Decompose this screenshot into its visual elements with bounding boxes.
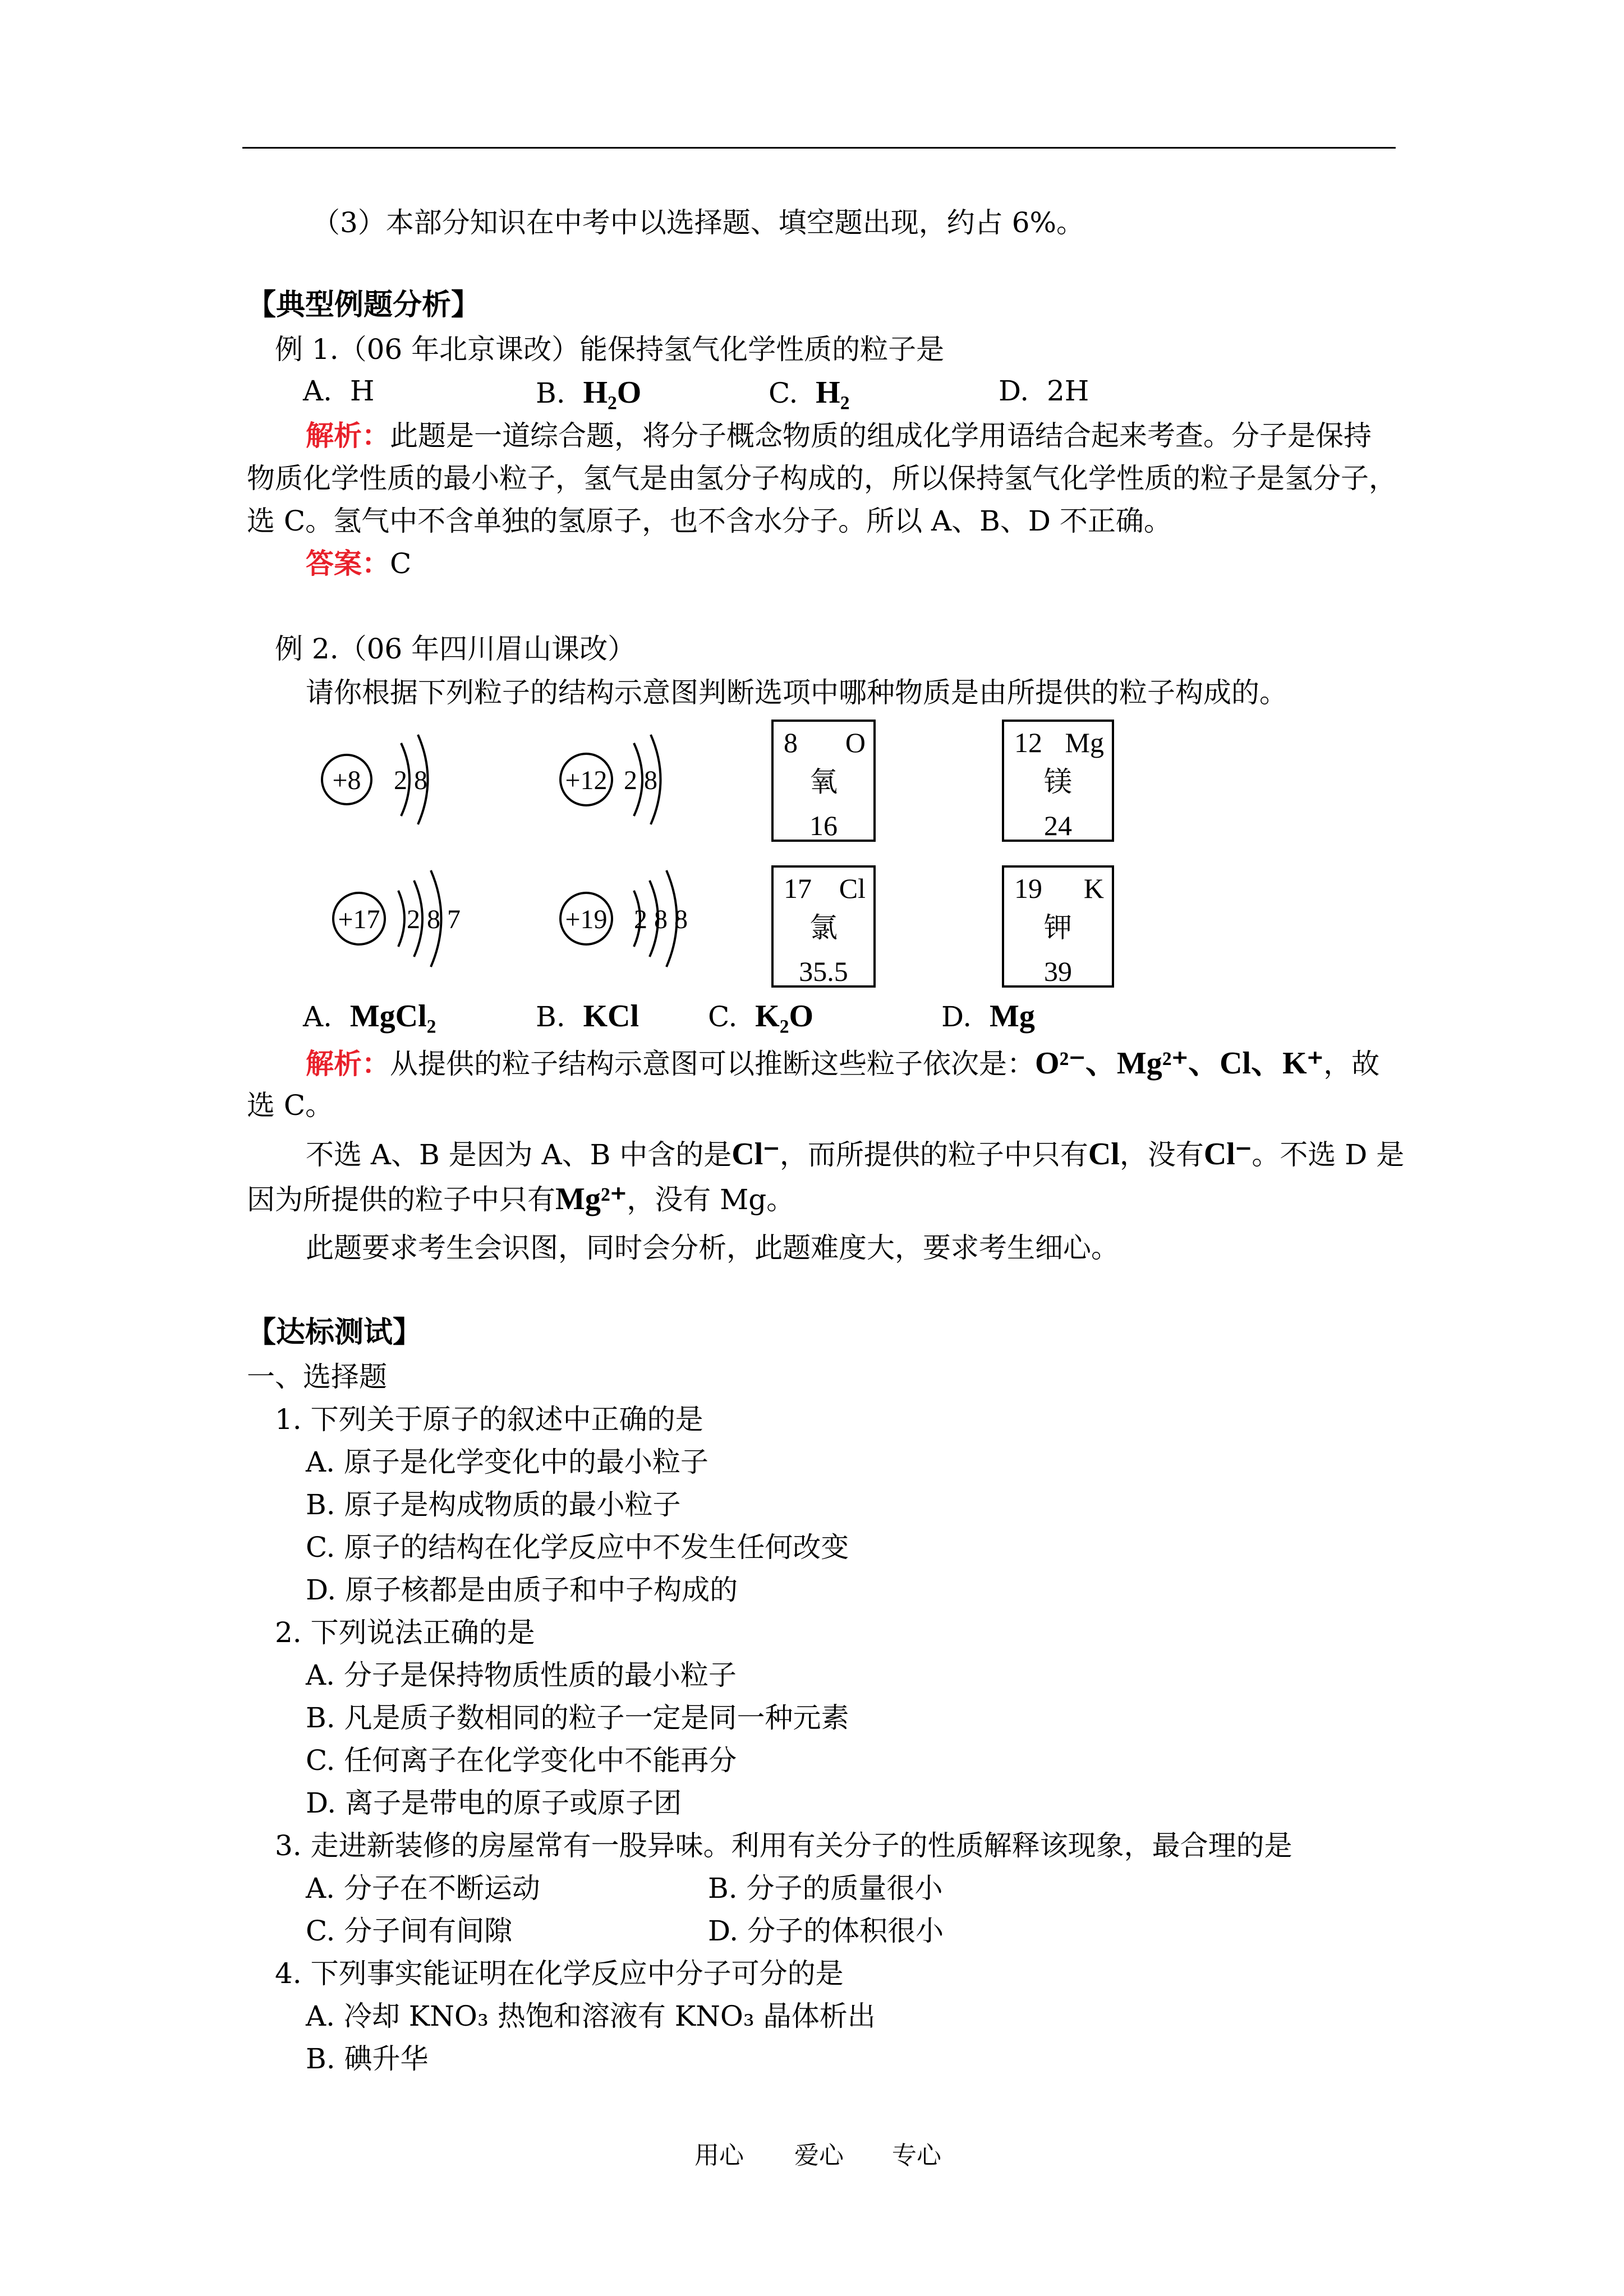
- atomic-number: 17: [784, 873, 812, 904]
- ex2-para2-line1: 不选 A、B 是因为 A、B 中含的是Cl⁻，而所提供的粒子中只有Cl，没有Cl⁻。不选 D 是: [306, 1137, 1405, 1172]
- atomic-number: 19: [1014, 873, 1042, 904]
- atomic-mass: 24: [1044, 810, 1072, 841]
- element-card-oxygen: [771, 720, 876, 842]
- q2-option-a: A. 分子是保持物质性质的最小粒子: [306, 1659, 737, 1691]
- element-name: 镁: [1044, 766, 1072, 798]
- ex2-para3: 此题要求考生会识图，同时会分析，此题难度大，要求考生细心。: [306, 1232, 1119, 1264]
- example-section-heading: 【典型例题分析】: [247, 288, 481, 322]
- q4-stem: 4. 下列事实能证明在化学反应中分子可分的是: [275, 1957, 844, 1990]
- atomic-mass: 39: [1044, 956, 1072, 987]
- element-symbol: Mg: [1065, 727, 1104, 758]
- element-symbol: K: [1083, 873, 1104, 904]
- ex2-para2-line2: 因为所提供的粒子中只有Mg²⁺，没有 Mg。: [247, 1182, 795, 1216]
- q1-option-b: B. 原子是构成物质的最小粒子: [306, 1488, 681, 1521]
- nucleus-label: +8: [332, 766, 361, 795]
- ex1-option-d: D. 2H: [999, 375, 1089, 407]
- element-symbol: O: [845, 727, 866, 758]
- q2-option-c: C. 任何离子在化学变化中不能再分: [306, 1744, 737, 1777]
- test-section-heading: 【达标测试】: [247, 1315, 422, 1349]
- particle-chlorine: [333, 870, 461, 967]
- q1-option-d: D. 原子核都是由质子和中子构成的: [306, 1574, 738, 1606]
- header-rule: [242, 147, 1396, 149]
- ex1-analysis-line1: 解析：此题是一道综合题，将分子概念物质的组成化学用语结合起来考查。分子是保持: [306, 419, 1372, 452]
- ex1-analysis-line2: 物质化学性质的最小粒子，氢气是由氢分子构成的，所以保持氢气化学性质的粒子是氢分子，: [247, 462, 1397, 495]
- ex1-analysis-line3: 选 C。氢气中不含单独的氢原子，也不含水分子。所以 A、B、D 不正确。: [247, 505, 1172, 537]
- element-card-potassium: [1002, 865, 1114, 988]
- shell-electrons: 2 8 7: [407, 905, 461, 934]
- footer-word-1: 用心: [694, 2141, 744, 2170]
- q3-option-c: C. 分子间有间隙: [306, 1915, 513, 1947]
- q1-stem: 1. 下列关于原子的叙述中正确的是: [275, 1403, 703, 1436]
- ex1-answer: 答案：C: [306, 547, 412, 580]
- ex2-option-d: D. Mg: [941, 999, 1035, 1034]
- ex2-option-c: C. K₂O: [708, 999, 814, 1034]
- q2-option-b: B. 凡是质子数相同的粒子一定是同一种元素: [306, 1702, 849, 1734]
- element-card-magnesium: [1002, 720, 1114, 842]
- footer-word-3: 专心: [892, 2141, 941, 2170]
- element-name: 钾: [1044, 911, 1072, 944]
- atomic-mass: 35.5: [799, 956, 848, 987]
- intro-note: （3）本部分知识在中考中以选择题、填空题出现，约占 6%。: [312, 206, 1085, 239]
- q4-option-b: B. 碘升华: [306, 2043, 429, 2075]
- shell-electrons: 2 8: [394, 766, 427, 795]
- q2-option-d: D. 离子是带电的原子或原子团: [306, 1787, 682, 1819]
- ex2-analysis-line2: 选 C。: [247, 1089, 334, 1122]
- element-card-chlorine: [771, 865, 876, 988]
- ex2-option-a: A. MgCl₂: [303, 999, 436, 1034]
- particle-magnesium: [560, 735, 661, 824]
- shell-electrons: 2 8 8: [634, 905, 688, 934]
- nucleus-label: +19: [565, 905, 608, 934]
- ex1-question: 例 1.（06 年北京课改）能保持氢气化学性质的粒子是: [275, 333, 945, 366]
- q1-option-c: C. 原子的结构在化学反应中不发生任何改变: [306, 1531, 849, 1564]
- q3-stem: 3. 走进新装修的房屋常有一股异味。利用有关分子的性质解释该现象，最合理的是: [275, 1829, 1292, 1862]
- q3-option-b: B. 分子的质量很小: [708, 1872, 943, 1905]
- q3-option-a: A. 分子在不断运动: [306, 1872, 540, 1905]
- q3-option-d: D. 分子的体积很小: [708, 1915, 944, 1947]
- atomic-number: 12: [1014, 727, 1042, 758]
- particle-potassium: [560, 870, 688, 967]
- ex2-option-b: B. KCl: [536, 999, 639, 1034]
- q4-option-a: A. 冷却 KNO₃ 热饱和溶液有 KNO₃ 晶体析出: [306, 2000, 876, 2032]
- nucleus-label: +12: [565, 766, 608, 795]
- atomic-number: 8: [784, 727, 798, 758]
- element-name: 氯: [809, 911, 838, 944]
- shell-electrons: 2 8: [624, 766, 657, 795]
- atomic-mass: 16: [809, 810, 838, 841]
- footer-word-2: 爱心: [794, 2141, 844, 2170]
- particle-oxygen: [322, 735, 428, 824]
- ex1-option-a: A. H: [303, 375, 375, 407]
- ex1-option-b: B. H₂O: [536, 375, 642, 410]
- q1-option-a: A. 原子是化学变化中的最小粒子: [306, 1446, 709, 1478]
- ex2-prompt: 请你根据下列粒子的结构示意图判断选项中哪种物质是由所提供的粒子构成的。: [306, 676, 1287, 709]
- ex2-question: 例 2.（06 年四川眉山课改）: [275, 633, 636, 665]
- q2-stem: 2. 下列说法正确的是: [275, 1616, 535, 1649]
- particle-diagrams: [303, 712, 752, 993]
- ex2-analysis-line1: 解析：从提供的粒子结构示意图可以推断这些粒子依次是：O²⁻、Mg²⁺、Cl、K⁺，故: [306, 1046, 1380, 1081]
- element-symbol: Cl: [839, 873, 866, 904]
- test-subheading: 一、选择题: [247, 1361, 387, 1393]
- nucleus-label: +17: [338, 905, 380, 934]
- ex1-option-c: C. H₂: [769, 375, 850, 410]
- element-name: 氧: [809, 766, 838, 798]
